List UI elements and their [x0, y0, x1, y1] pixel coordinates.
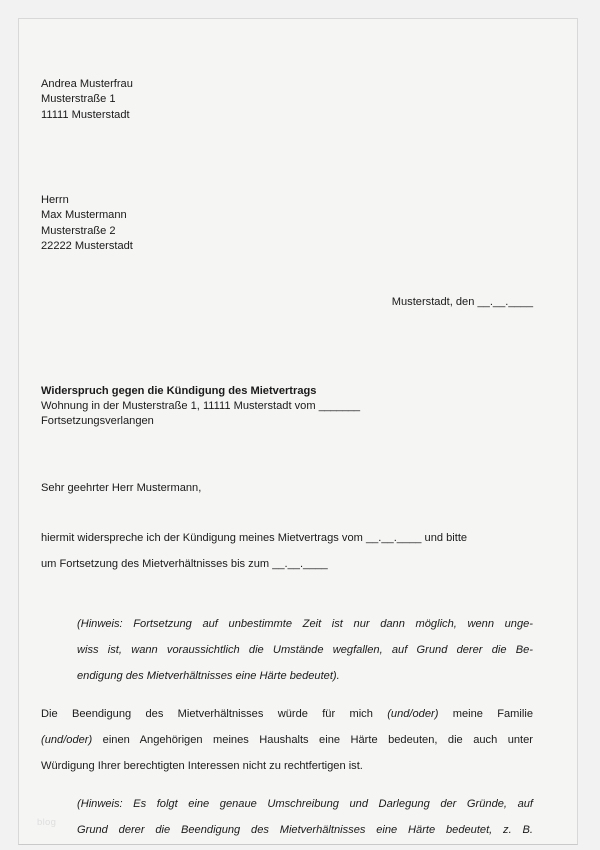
subject-detail-text: Wohnung in der Musterstraße 1, 11111 Musterstadt vom	[41, 400, 319, 412]
subject-date-blank: _______	[318, 400, 360, 412]
subject-block	[41, 383, 501, 429]
paragraph-2-line-1-text-b: meine Familie	[438, 708, 533, 720]
sender-name: Andrea Musterfrau	[41, 78, 133, 90]
note-2-line-1: (Hinweis: Es folgt eine genaue Umschreibung und Darlegung der Gründe, auf	[77, 798, 533, 810]
note-1-line-1: (Hinweis: Fortsetzung auf unbestimmte Zeit ist nur dann möglich, wenn unge-	[77, 618, 533, 630]
note-2-line-2: Grund derer die Beendigung des Mietverhältnisses eine Härte bedeutet, z. B.	[77, 824, 533, 836]
paragraph-2-line-2-emphasis: (und/oder)	[41, 734, 93, 746]
sender-street: Musterstraße 1	[41, 93, 116, 106]
recipient-street: Musterstraße 2	[41, 224, 116, 237]
blog-watermark: blog	[37, 817, 57, 828]
paragraph-2-line-1-text-a: Die Beendigung des Mietverhältnisses würde für mich	[41, 708, 388, 720]
recipient-city: 22222 Musterstadt	[41, 240, 133, 253]
document-page	[18, 18, 578, 845]
note-1-line-2: wiss ist, wann voraussichtlich die Umstände wegfallen, auf Grund derer die Be-	[77, 644, 533, 656]
subject-title: Widerspruch gegen die Kündigung des Mietvertrags	[41, 385, 317, 397]
place-and-date-line	[41, 295, 533, 310]
paragraph-2-line-2-text: einen Angehörigen meines Haushalts eine Härte bedeuten, die auch unter	[92, 734, 533, 746]
body-salutation: Sehr geehrter Herr Mustermann,	[41, 482, 202, 494]
date-text: Musterstadt, den __.__.____	[391, 296, 533, 308]
note-1-line-3: endigung des Mietverhältnisses eine Härte bedeutet).	[77, 670, 340, 682]
paragraph-2-line-2	[41, 727, 533, 753]
body-note-2	[77, 791, 533, 843]
subject-continuation-line: Fortsetzungsverlangen	[41, 415, 154, 428]
paragraph-1-line-1: hiermit widerspreche ich der Kündigung meines Mietvertrags vom __.__.____ und bitte	[41, 532, 468, 544]
recipient-salutation: Herrn	[41, 194, 69, 206]
body-paragraph-2	[41, 701, 533, 779]
recipient-address-block	[41, 193, 341, 255]
body-paragraph-1	[41, 525, 533, 577]
paragraph-2-line-1	[41, 701, 533, 727]
subject-detail-line	[41, 399, 501, 414]
sender-city: 11111 Musterstadt	[41, 108, 130, 121]
body-note-1	[77, 611, 533, 689]
paragraph-1-line-2: um Fortsetzung des Mietverhältnisses bis zum __.__.____	[41, 558, 328, 570]
paragraph-2-line-3: Würdigung Ihrer berechtigten Interessen nicht zu rechtfertigen ist.	[41, 760, 363, 772]
recipient-name: Max Mustermann	[41, 209, 127, 222]
sender-address-block	[41, 77, 341, 123]
paragraph-2-line-1-emphasis: (und/oder)	[387, 708, 439, 720]
